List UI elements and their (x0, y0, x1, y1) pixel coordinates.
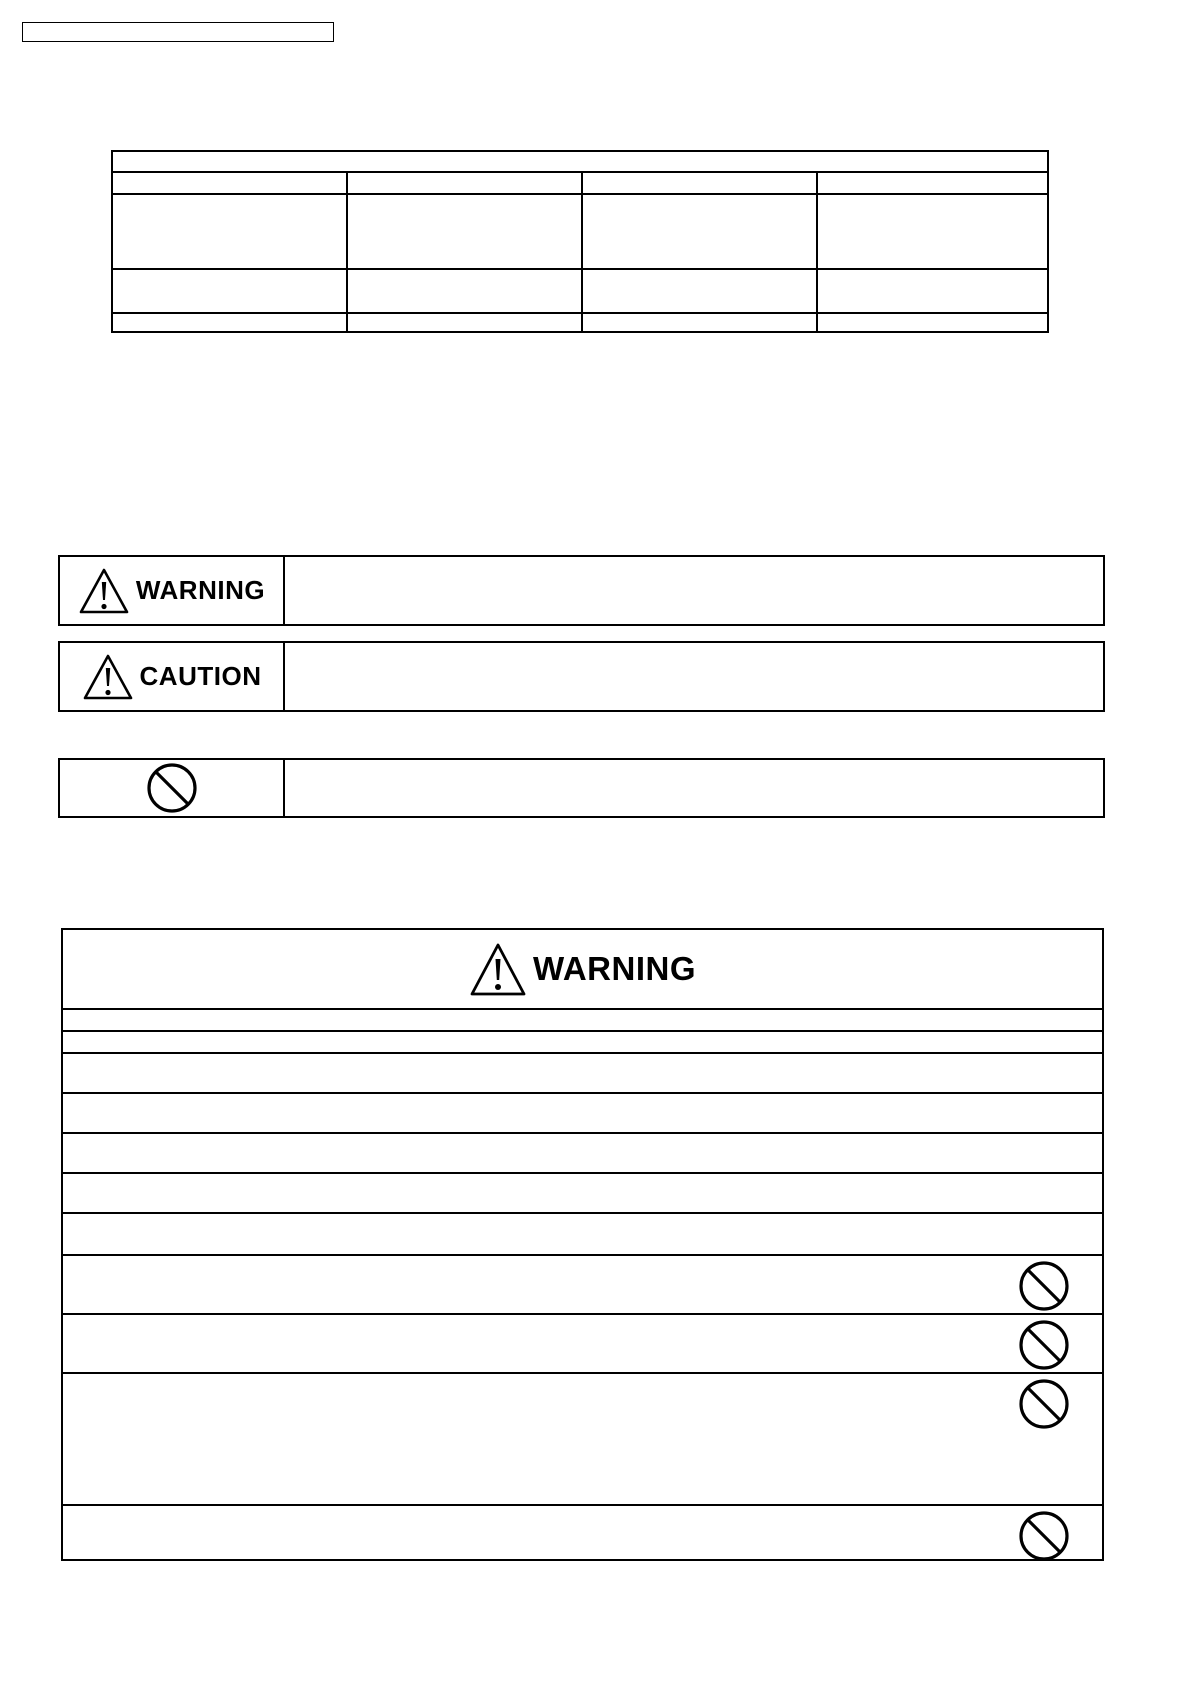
legend-description-caution (295, 643, 1093, 710)
legend-symbol-warning (60, 557, 283, 624)
prohibited-icon (146, 762, 198, 814)
warning-table-row (73, 1054, 1022, 1092)
warning-triangle-icon (78, 567, 130, 615)
prohibited-icon (1018, 1510, 1070, 1562)
warning-table-row (73, 1134, 1022, 1172)
warning-table (61, 928, 1104, 1561)
spec-table-row-divider (113, 193, 1047, 195)
legend-description-prohibited (295, 760, 1093, 816)
prohibited-icon (1018, 1260, 1070, 1312)
spec-table-row-divider (113, 312, 1047, 314)
warning-triangle-icon (469, 942, 527, 997)
header-box (22, 22, 334, 42)
spec-table-row-divider (113, 171, 1047, 173)
warning-table-row (73, 1094, 1022, 1132)
warning-table-row (73, 1032, 1022, 1052)
legend-label-warning: WARNING (135, 575, 266, 605)
warning-table-row (73, 1010, 1022, 1030)
spec-table-col-divider (816, 171, 818, 331)
spec-table (111, 150, 1049, 333)
spec-table-col-divider (346, 171, 348, 331)
warning-triangle-icon (82, 653, 134, 701)
prohibited-icon (1018, 1319, 1070, 1371)
legend-divider (283, 557, 285, 624)
warning-table-row (73, 1214, 1022, 1254)
warning-table-header (63, 930, 1102, 1008)
legend-description-warning (295, 557, 1093, 624)
warning-table-row (73, 1506, 1022, 1561)
warning-table-row (73, 1174, 1022, 1212)
legend-symbol-caution (60, 643, 283, 710)
spec-table-row-divider (113, 268, 1047, 270)
prohibited-icon (1018, 1378, 1070, 1430)
legend-label-caution: CAUTION (139, 661, 262, 691)
warning-table-row (73, 1374, 1022, 1504)
warning-table-title: WARNING (533, 950, 696, 987)
legend-symbol-prohibited (60, 760, 283, 816)
warning-table-row (73, 1315, 1022, 1372)
legend-divider (283, 760, 285, 816)
legend-divider (283, 643, 285, 710)
warning-table-row (73, 1256, 1022, 1313)
legend-row-prohibited (58, 758, 1105, 818)
spec-table-col-divider (581, 171, 583, 331)
legend-row-caution (58, 641, 1105, 712)
legend-row-warning (58, 555, 1105, 626)
